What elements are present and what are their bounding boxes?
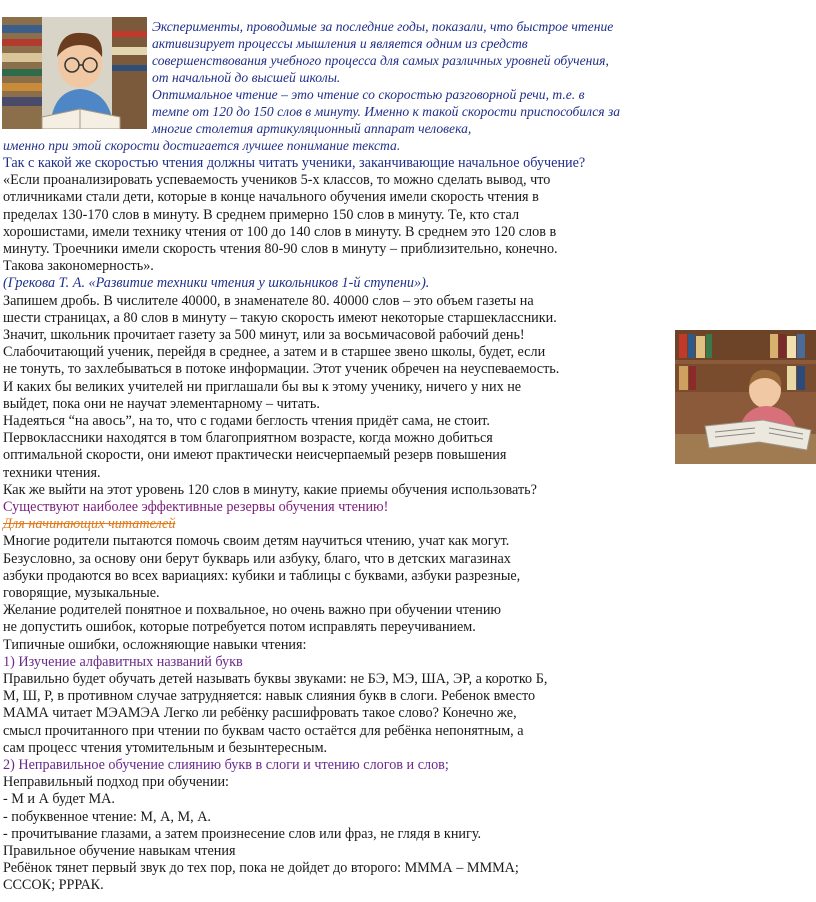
text-line: - прочитывание глазами, а затем произнесение слов или фраз, не глядя в книгу. (3, 825, 482, 842)
text-line: СССОК; РРРАК. (3, 877, 104, 894)
text-line: Запишем дробь. В числителе 40000, в знаменателе 80. 40000 слов – это объем газеты на (3, 292, 534, 309)
boy-reading-photo (2, 17, 147, 129)
text-line: Ребёнок тянет первый звук до тех пор, пока не дойдет до второго: ММMА – ММMА; (3, 860, 519, 877)
text-line: 1) Изучение алфавитных названий букв (3, 653, 243, 670)
text-line: М, Ш, Р, в противном случае затрудняется: навык слияния букв в слоги. Ребенок вместо (3, 688, 536, 705)
text-line: выйдет, пока они не научат элементарному – читать. (3, 395, 320, 412)
text-line: техники чтения. (3, 464, 101, 481)
text-line: И каких бы великих учителей ни приглашали бы вы к этому ученику, ничего у них не (3, 378, 522, 395)
text-line: - побуквенное чтение: М, А, М, А. (3, 808, 211, 825)
text-line: - М и А будет МА. (3, 791, 115, 808)
text-line: Так с какой же скоростью чтения должны читать ученики, заканчивающие начальное обучение? (3, 155, 586, 171)
text-line: (Грекова Т. А. «Развитие техники чтения у школьников 1-й ступени»). (3, 275, 430, 292)
text-line: Такова закономерность». (3, 258, 154, 275)
text-line: 2) Неправильное обучение слиянию букв в слоги и чтению слогов и слов; (3, 757, 449, 773)
text-line: Как же выйти на этот уровень 120 слов в минуту, какие приемы обучения использовать? (3, 481, 537, 498)
text-line: Правильно будет обучать детей называть буквы звуками: не БЭ, МЭ, ША, ЭР, а коротко Б, (3, 671, 548, 687)
text-line: Типичные ошибки, осложняющие навыки чтения: (3, 636, 307, 653)
text-line: смысл прочитанного при чтении по буквам часто остаётся для ребёнка непонятным, а (3, 722, 524, 739)
text-line: отличниками стали дети, которые в конце начального обучения имели скорость чтения в (3, 189, 539, 206)
text-line: не тонуть, то захлебываться в потоке информации. Этот ученик обречен на неуспеваемость. (3, 361, 560, 378)
boy-newspaper-photo (675, 330, 816, 464)
text-line: Первоклассники находятся в том благоприятном возрасте, когда можно добиться (3, 430, 493, 447)
text-line: Надеяться “на авось”, на то, что с годами беглость чтения придёт сама, не стоит. (3, 413, 490, 429)
text-line: говорящие, музыкальные. (3, 585, 160, 601)
intro-paragraph-2-end: именно при этой скорости достигается лучшее понимание текста. (3, 138, 401, 153)
text-line: не допустить ошибок, которые потребуется потом исправлять переучиванием. (3, 619, 476, 636)
text-line: МАМА читает МЭАМЭА Легко ли ребёнку расшифровать такое слово? Конечно же, (3, 705, 517, 722)
text-line: азбуки продаются во всех вариациях: кубики и таблицы с буквами, азбуки разрезные, (3, 567, 521, 584)
text-line: пределах 130-170 слов в минуту. В среднем примерно 150 слов в минуту. Те, кто стал (3, 206, 520, 223)
text-line: минуту. Троечники имели скорость чтения 80-90 слов в минуту – приблизительно, конечно. (3, 241, 558, 257)
intro-paragraph-2: Оптимальное чтение – это чтение со скоростью разговорной речи, т.е. в темпе от 120 до 150 слов в минуту. Именно к такой скорости приспособился за многие столетия артикуляционный аппарат человека, (152, 87, 621, 136)
text-line: Желание родителей понятное и похвальное, но очень важно при обучении чтению (3, 602, 502, 619)
text-line: оптимальной скорости, они имеют практически неисчерпаемый резерв повышения (3, 447, 507, 464)
text-line: Для начинающих читателей (3, 516, 176, 533)
text-line: Правильное обучение навыкам чтения (3, 843, 236, 859)
text-line: Безусловно, за основу они берут букварь или азбуку, благо, что в детских магазинах (3, 550, 511, 567)
text-line: Неправильный подход при обучении: (3, 774, 229, 791)
text-line: «Если проанализировать успеваемость учеников 5-х классов, то можно сделать вывод, что (3, 172, 551, 189)
text-line: Многие родители пытаются помочь своим детям научиться чтению, учат как могут. (3, 533, 510, 550)
intro-text (152, 18, 622, 137)
text-line: шести страницах, а 80 слов в минуту – такую скорость имеют некоторые старшеклассники. (3, 309, 557, 326)
text-line: Слабочитающий ученик, перейдя в среднее, а затем и в старшее звено школы, будет, если (3, 344, 546, 361)
text-line: Существуют наиболее эффективные резервы обучения чтению! (3, 499, 389, 515)
text-line: хорошистами, имели технику чтения от 100 до 140 слов в минуту. В среднем это 120 слов в (3, 223, 557, 240)
text-line: сам процесс чтения утомительным и безынтересным. (3, 739, 328, 756)
text-line: Значит, школьник прочитает газету за 500 минут, или за восьмичасовой рабочий день! (3, 327, 525, 343)
intro-paragraph-1: Эксперименты, проводимые за последние годы, показали, что быстрое чтение активизирует процессы мышления и является одним из средств совершенствования учебного процесса для самых различных уровней обучения, от начальной до высшей школы. (152, 19, 614, 85)
